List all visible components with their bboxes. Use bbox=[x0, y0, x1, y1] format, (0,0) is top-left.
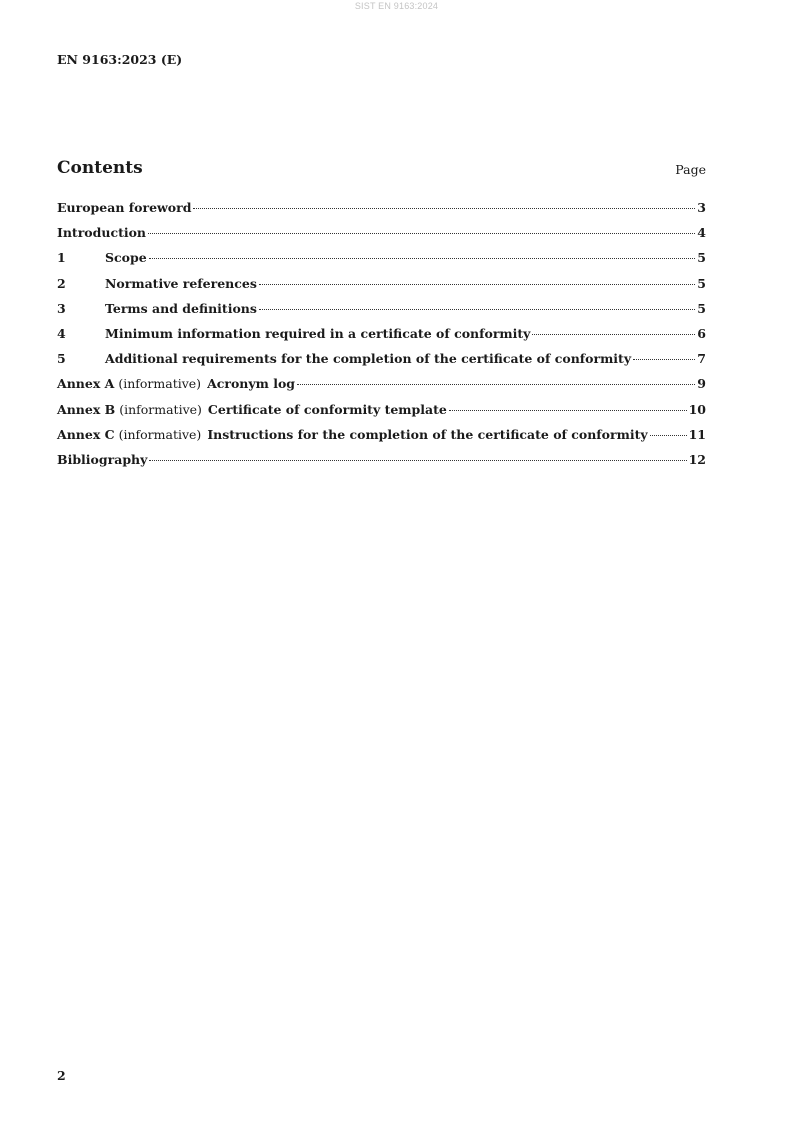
toc-entry-bibliography[interactable] bbox=[57, 452, 706, 477]
table-of-contents bbox=[57, 200, 706, 477]
dot-leader bbox=[259, 309, 695, 310]
toc-entry-page: 6 bbox=[697, 325, 706, 341]
dot-leader bbox=[633, 359, 695, 360]
toc-entry-page: 7 bbox=[697, 351, 706, 367]
toc-entry-page: 11 bbox=[688, 426, 706, 442]
toc-entry-minimum-information[interactable] bbox=[57, 326, 706, 351]
toc-entry-annex-a[interactable] bbox=[57, 376, 706, 401]
toc-entry-page: 5 bbox=[697, 275, 706, 291]
dot-leader bbox=[149, 460, 686, 461]
toc-entry-number: 1 bbox=[57, 250, 66, 266]
toc-entry-title: Additional requirements for the completion of the certificate of conformity bbox=[105, 351, 632, 367]
dot-leader bbox=[149, 258, 696, 259]
dot-leader bbox=[650, 435, 687, 436]
document-id: EN 9163:2023 (E) bbox=[57, 52, 183, 67]
toc-entry-page: 12 bbox=[688, 451, 706, 467]
toc-entry-title: European foreword bbox=[57, 200, 192, 215]
annex-status: (informative) bbox=[119, 401, 202, 417]
annex-label: Annex A bbox=[57, 376, 115, 392]
toc-entry-annex-b[interactable] bbox=[57, 402, 706, 427]
toc-entry-normative-references[interactable] bbox=[57, 276, 706, 301]
page-column-label: Page bbox=[675, 162, 706, 177]
toc-entry-title: Introduction bbox=[57, 225, 147, 241]
toc-entry-title: Scope bbox=[105, 250, 147, 266]
dot-leader bbox=[193, 208, 695, 209]
dot-leader bbox=[148, 233, 695, 234]
toc-entry-page: 5 bbox=[697, 250, 706, 266]
toc-entry-number: 5 bbox=[57, 351, 66, 367]
annex-label: Annex B bbox=[57, 401, 116, 417]
toc-entry-introduction[interactable] bbox=[57, 225, 706, 250]
toc-entry-number: 2 bbox=[57, 275, 66, 291]
toc-entry-page: 9 bbox=[697, 376, 706, 392]
annex-label: Annex C bbox=[57, 426, 115, 442]
dot-leader bbox=[259, 284, 695, 285]
dot-leader bbox=[532, 334, 695, 335]
toc-entry-page: 5 bbox=[697, 300, 706, 316]
toc-entry-annex-c[interactable] bbox=[57, 427, 706, 452]
toc-entry-scope[interactable] bbox=[57, 250, 706, 275]
toc-entry-terms-and-definitions[interactable] bbox=[57, 301, 706, 326]
toc-entry-title: Instructions for the completion of the certificate of conformity bbox=[207, 426, 648, 442]
annex-status: (informative) bbox=[118, 426, 202, 442]
toc-entry-number: 3 bbox=[57, 300, 66, 316]
toc-entry-page: 10 bbox=[688, 401, 706, 417]
toc-entry-additional-requirements[interactable] bbox=[57, 351, 706, 376]
annex-status: (informative) bbox=[118, 376, 202, 392]
toc-entry-title: Terms and definitions bbox=[105, 300, 257, 316]
toc-entry-title: Certificate of conformity template bbox=[207, 401, 447, 417]
toc-entry-european-foreword[interactable] bbox=[57, 200, 706, 225]
toc-entry-page: 4 bbox=[697, 225, 706, 241]
contents-title: Contents bbox=[57, 158, 143, 178]
dot-leader bbox=[297, 384, 695, 385]
toc-entry-title: Normative references bbox=[105, 275, 257, 291]
contents-heading-row bbox=[57, 158, 706, 182]
toc-entry-page: 3 bbox=[697, 200, 706, 215]
dot-leader bbox=[449, 410, 687, 411]
toc-entry-title: Bibliography bbox=[57, 451, 148, 467]
watermark: SIST EN 9163:2024 bbox=[354, 1, 439, 11]
toc-entry-title: Minimum information required in a certificate of conformity bbox=[105, 325, 531, 341]
page-number: 2 bbox=[57, 1068, 66, 1083]
toc-entry-title: Acronym log bbox=[207, 376, 296, 392]
toc-entry-number: 4 bbox=[57, 325, 66, 341]
